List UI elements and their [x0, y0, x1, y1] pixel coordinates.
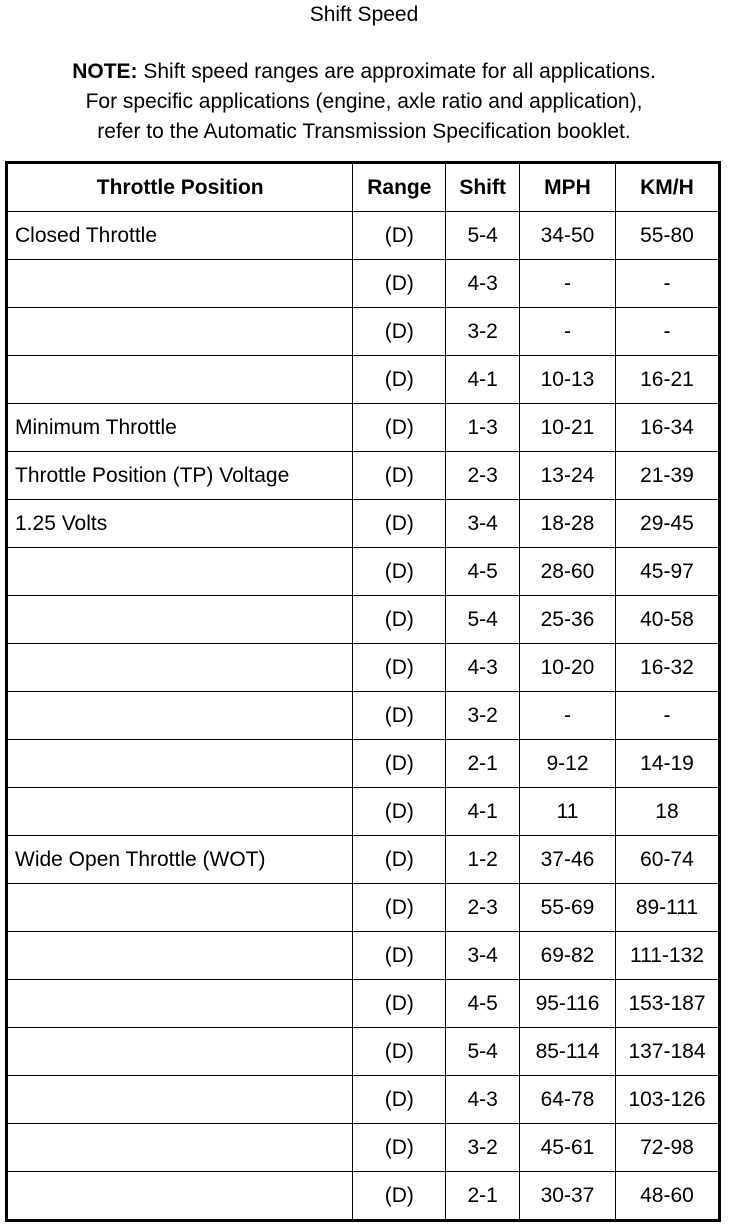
cell-shift: 5-4	[446, 596, 520, 644]
cell-range: (D)	[353, 308, 446, 356]
table-row	[7, 644, 720, 692]
cell-mph: 37-46	[520, 836, 616, 884]
table-row	[7, 884, 720, 932]
cell-range: (D)	[353, 1076, 446, 1124]
cell-kmh: 48-60	[615, 1172, 719, 1221]
cell-throttle-position	[7, 1028, 353, 1076]
cell-throttle-position	[7, 1076, 353, 1124]
cell-range: (D)	[353, 644, 446, 692]
cell-mph: 9-12	[520, 740, 616, 788]
cell-mph: 69-82	[520, 932, 616, 980]
cell-shift: 3-4	[446, 932, 520, 980]
cell-range: (D)	[353, 836, 446, 884]
cell-throttle-position	[7, 356, 353, 404]
cell-shift: 4-3	[446, 644, 520, 692]
cell-mph: 55-69	[520, 884, 616, 932]
cell-throttle-position: 1.25 Volts	[7, 500, 353, 548]
cell-shift: 4-5	[446, 980, 520, 1028]
cell-range: (D)	[353, 740, 446, 788]
cell-throttle-position: Minimum Throttle	[7, 404, 353, 452]
cell-range: (D)	[353, 884, 446, 932]
cell-shift: 4-3	[446, 260, 520, 308]
cell-throttle-position	[7, 644, 353, 692]
header-shift: Shift	[446, 163, 520, 212]
cell-range: (D)	[353, 932, 446, 980]
header-throttle-position: Throttle Position	[7, 163, 353, 212]
cell-range: (D)	[353, 596, 446, 644]
cell-kmh: 153-187	[615, 980, 719, 1028]
note-line-2: For specific applications (engine, axle ratio and application),	[85, 90, 643, 113]
cell-mph: 10-21	[520, 404, 616, 452]
cell-mph: 28-60	[520, 548, 616, 596]
cell-throttle-position	[7, 1124, 353, 1172]
cell-mph: 10-20	[520, 644, 616, 692]
cell-kmh: 103-126	[615, 1076, 719, 1124]
header-range: Range	[353, 163, 446, 212]
cell-shift: 5-4	[446, 212, 520, 260]
cell-throttle-position	[7, 308, 353, 356]
cell-throttle-position	[7, 932, 353, 980]
cell-kmh: -	[615, 308, 719, 356]
cell-kmh: 60-74	[615, 836, 719, 884]
cell-mph: 95-116	[520, 980, 616, 1028]
cell-range: (D)	[353, 212, 446, 260]
cell-kmh: -	[615, 692, 719, 740]
note-line-1	[0, 57, 728, 87]
cell-range: (D)	[353, 500, 446, 548]
page-title: Shift Speed	[309, 3, 419, 26]
cell-throttle-position	[7, 884, 353, 932]
cell-range: (D)	[353, 548, 446, 596]
cell-shift: 3-2	[446, 308, 520, 356]
cell-kmh: 72-98	[615, 1124, 719, 1172]
cell-kmh: 111-132	[615, 932, 719, 980]
note-label: NOTE:	[72, 60, 138, 83]
cell-shift: 2-1	[446, 740, 520, 788]
cell-mph: -	[520, 692, 616, 740]
cell-shift: 4-1	[446, 788, 520, 836]
shift-speed-table	[5, 161, 721, 1222]
cell-range: (D)	[353, 788, 446, 836]
table-row	[7, 596, 720, 644]
table-row	[7, 356, 720, 404]
cell-mph: 34-50	[520, 212, 616, 260]
cell-kmh: 16-21	[615, 356, 719, 404]
table-row	[7, 1124, 720, 1172]
note-text-1: Shift speed ranges are approximate for all applications.	[137, 60, 656, 83]
cell-shift: 1-3	[446, 404, 520, 452]
table-row	[7, 788, 720, 836]
cell-shift: 2-1	[446, 1172, 520, 1221]
table-row	[7, 1172, 720, 1221]
cell-shift: 4-3	[446, 1076, 520, 1124]
cell-kmh: 16-32	[615, 644, 719, 692]
table-row	[7, 1076, 720, 1124]
table-row	[7, 740, 720, 788]
table-row	[7, 980, 720, 1028]
header-mph: MPH	[520, 163, 616, 212]
table-row	[7, 404, 720, 452]
cell-shift: 4-5	[446, 548, 520, 596]
table-row	[7, 500, 720, 548]
table-body	[7, 212, 720, 1221]
header-kmh: KM/H	[615, 163, 719, 212]
cell-throttle-position	[7, 788, 353, 836]
cell-mph: -	[520, 260, 616, 308]
cell-kmh: 14-19	[615, 740, 719, 788]
note-block	[0, 57, 728, 147]
cell-range: (D)	[353, 356, 446, 404]
cell-shift: 2-3	[446, 452, 520, 500]
cell-kmh: 18	[615, 788, 719, 836]
cell-shift: 3-2	[446, 692, 520, 740]
cell-mph: -	[520, 308, 616, 356]
table-row	[7, 548, 720, 596]
cell-kmh: 16-34	[615, 404, 719, 452]
cell-throttle-position: Wide Open Throttle (WOT)	[7, 836, 353, 884]
cell-throttle-position	[7, 260, 353, 308]
cell-shift: 5-4	[446, 1028, 520, 1076]
table-row	[7, 308, 720, 356]
cell-kmh: -	[615, 260, 719, 308]
cell-mph: 13-24	[520, 452, 616, 500]
cell-throttle-position	[7, 1172, 353, 1221]
table-row	[7, 212, 720, 260]
cell-throttle-position	[7, 740, 353, 788]
cell-mph: 10-13	[520, 356, 616, 404]
cell-range: (D)	[353, 1028, 446, 1076]
table-header-row	[7, 163, 720, 212]
cell-kmh: 45-97	[615, 548, 719, 596]
cell-mph: 45-61	[520, 1124, 616, 1172]
table-row	[7, 932, 720, 980]
cell-shift: 3-2	[446, 1124, 520, 1172]
cell-throttle-position	[7, 596, 353, 644]
cell-throttle-position	[7, 548, 353, 596]
cell-kmh: 29-45	[615, 500, 719, 548]
table-row	[7, 452, 720, 500]
cell-range: (D)	[353, 1124, 446, 1172]
cell-range: (D)	[353, 692, 446, 740]
cell-mph: 25-36	[520, 596, 616, 644]
cell-range: (D)	[353, 404, 446, 452]
cell-throttle-position: Closed Throttle	[7, 212, 353, 260]
table-row	[7, 1028, 720, 1076]
cell-kmh: 137-184	[615, 1028, 719, 1076]
cell-range: (D)	[353, 260, 446, 308]
cell-mph: 11	[520, 788, 616, 836]
cell-shift: 3-4	[446, 500, 520, 548]
cell-shift: 2-3	[446, 884, 520, 932]
cell-shift: 1-2	[446, 836, 520, 884]
cell-kmh: 55-80	[615, 212, 719, 260]
note-line-3: refer to the Automatic Transmission Specification booklet.	[97, 120, 631, 143]
cell-throttle-position: Throttle Position (TP) Voltage	[7, 452, 353, 500]
table-row	[7, 836, 720, 884]
table-row	[7, 692, 720, 740]
cell-kmh: 21-39	[615, 452, 719, 500]
cell-throttle-position	[7, 692, 353, 740]
cell-mph: 85-114	[520, 1028, 616, 1076]
table-row	[7, 260, 720, 308]
cell-range: (D)	[353, 980, 446, 1028]
cell-mph: 18-28	[520, 500, 616, 548]
cell-kmh: 40-58	[615, 596, 719, 644]
cell-range: (D)	[353, 452, 446, 500]
cell-mph: 64-78	[520, 1076, 616, 1124]
cell-throttle-position	[7, 980, 353, 1028]
cell-shift: 4-1	[446, 356, 520, 404]
cell-range: (D)	[353, 1172, 446, 1221]
cell-mph: 30-37	[520, 1172, 616, 1221]
cell-kmh: 89-111	[615, 884, 719, 932]
